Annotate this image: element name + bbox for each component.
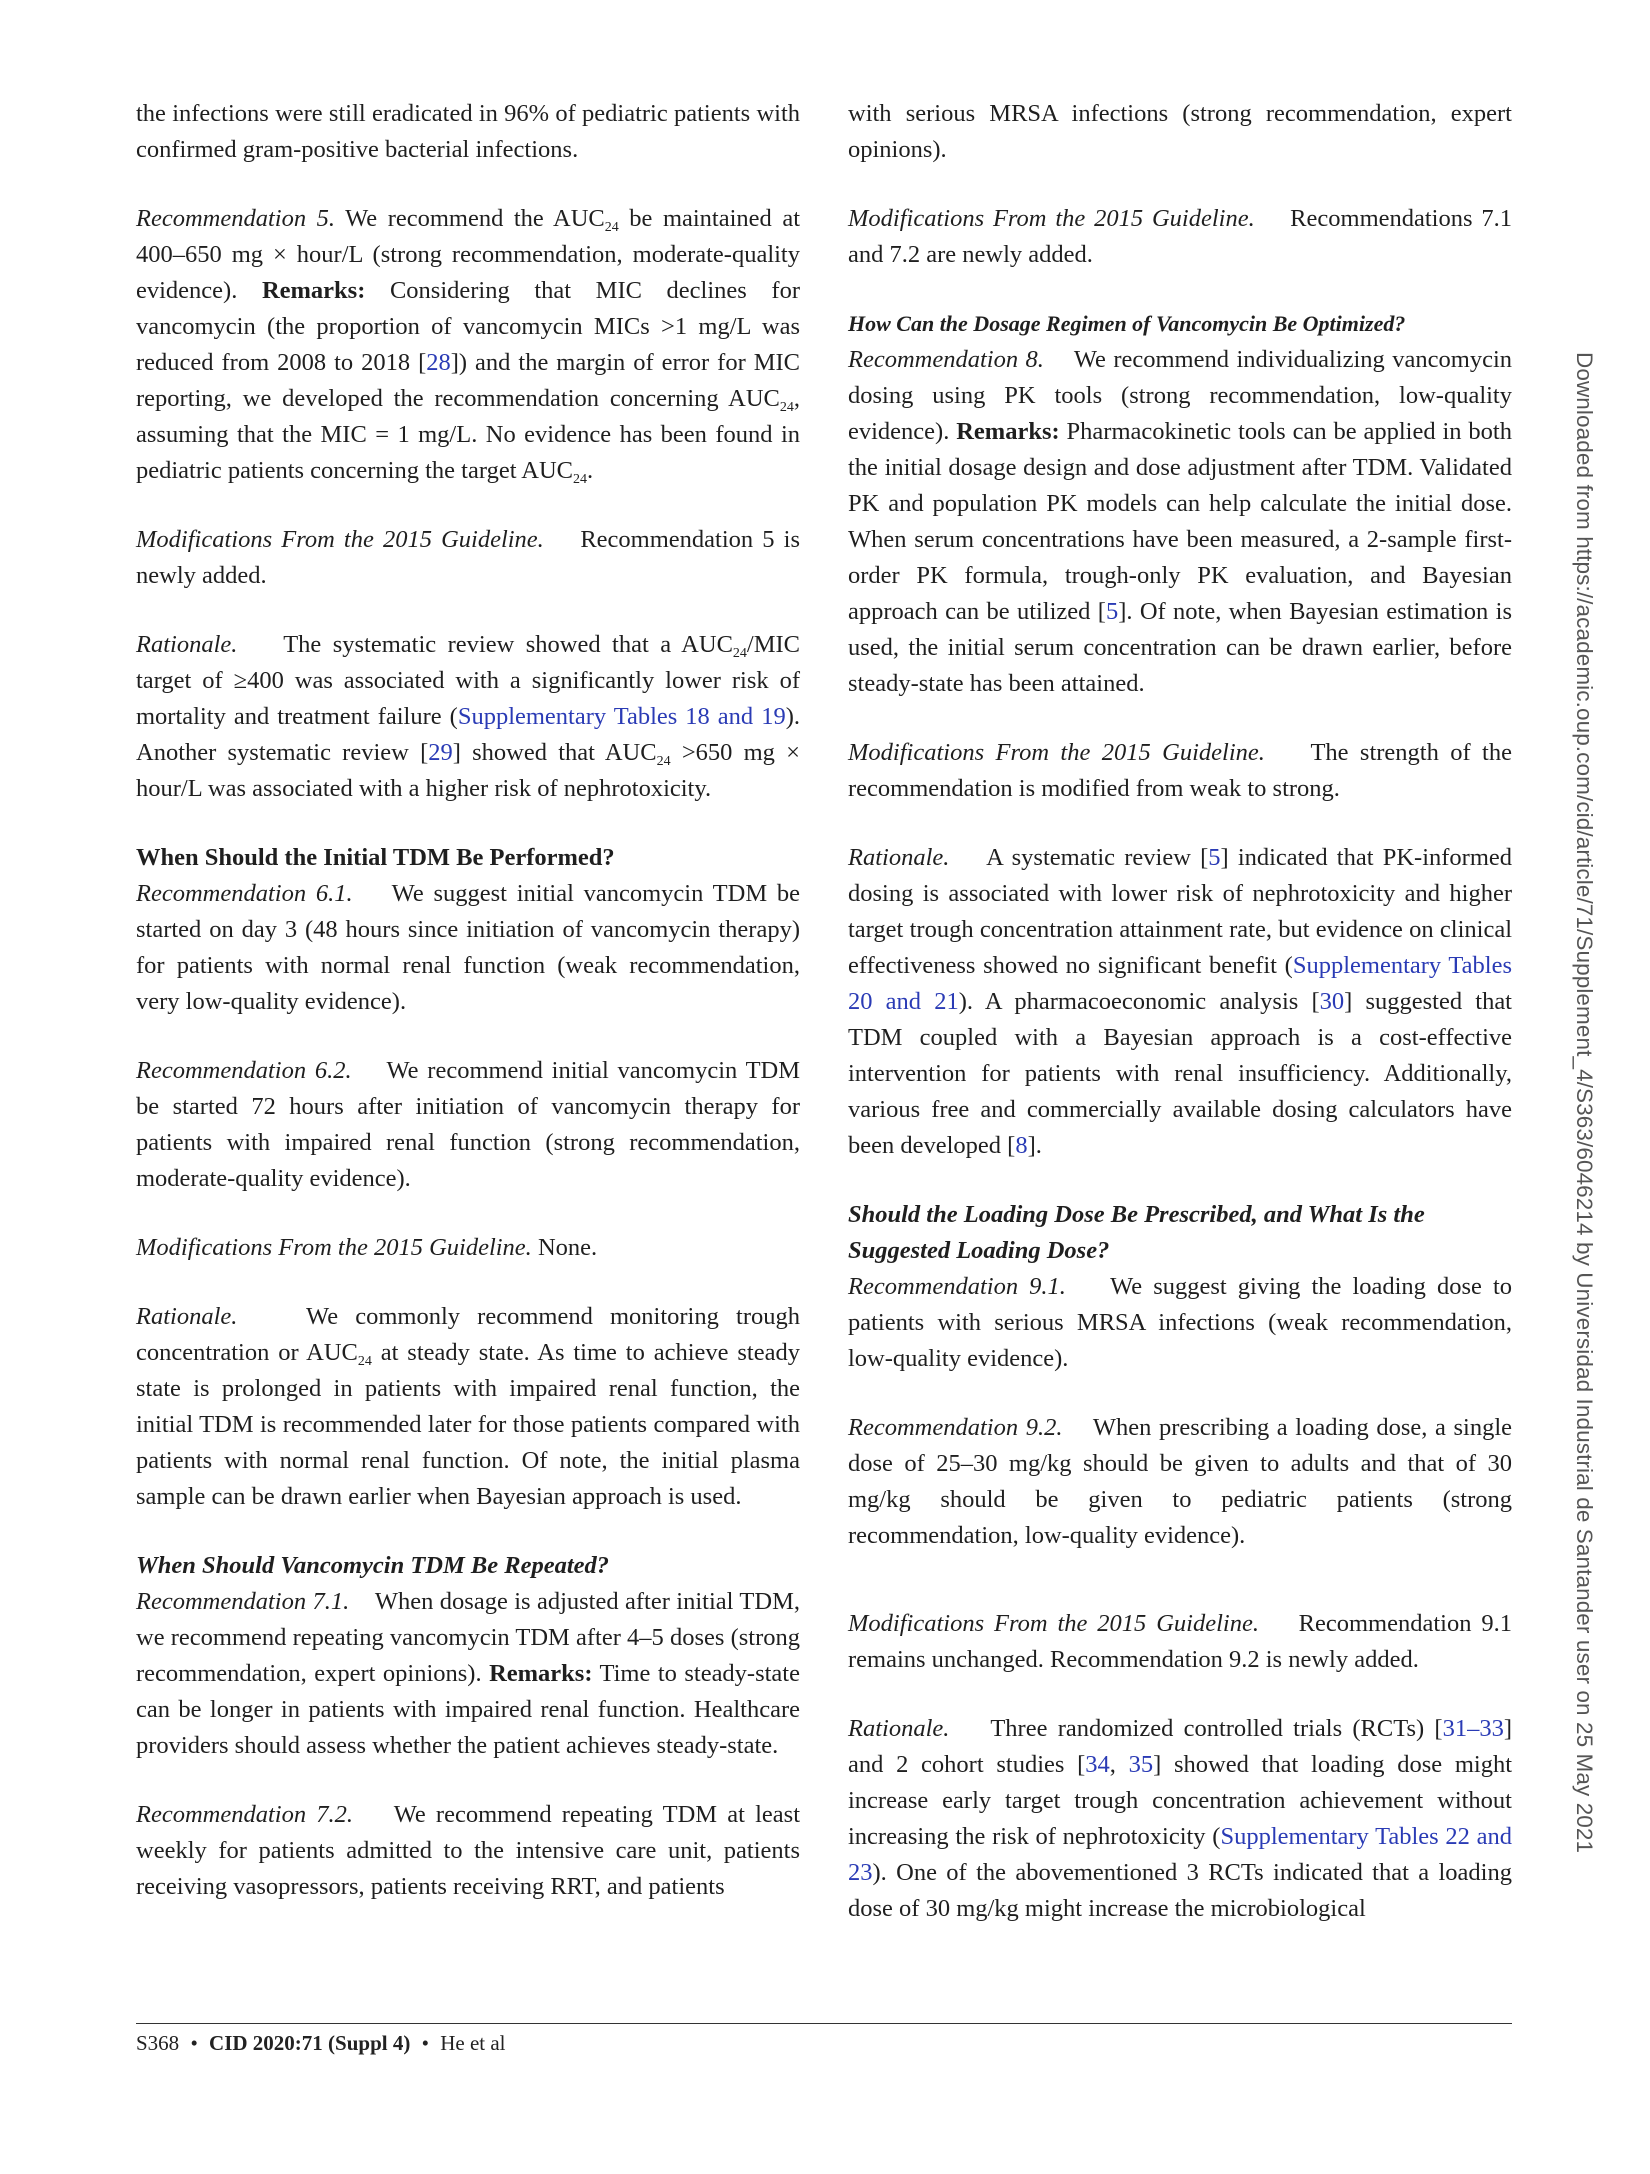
reference-link[interactable]: 28	[426, 349, 451, 376]
modifications-9: Modifications From the 2015 Guideline. Recommendation 9.1 remains unchanged. Recommendation 9.2 is newly added.	[848, 1610, 1512, 1673]
reference-link[interactable]: 30	[1319, 988, 1345, 1015]
remarks-label: Remarks:	[261, 277, 366, 304]
supplementary-link[interactable]: Supplementary Tables 18 and 19	[457, 703, 786, 730]
modifications-8: Modifications From the 2015 Guideline. The strength of the recommendation is modified from weak to strong.	[848, 739, 1512, 802]
supplementary-link[interactable]: Supplementary Tables 22 and 23	[848, 1823, 1512, 1886]
rationale-8: Rationale. A systematic review [5] indicated that PK-informed dosing is associated with lower risk of nephrotoxicity and higher target trough concentration attainment rate, but evidence on clinical effectiveness showed no significant benefit (Supplementary Tables 20 and 21). A pharmacoeconomic analysis [30] suggested that TDM coupled with a Bayesian approach is a cost-effective intervention for patients with renal insufficiency. Additionally, various free and commercially available dosing calculators have been developed [8].	[848, 844, 1512, 1159]
right-column	[848, 96, 1512, 1960]
reference-link[interactable]: 31–33	[1442, 1715, 1504, 1742]
download-notice: Downloaded from https://academic.oup.com/cid/article/71/Supplement_4/S363/6046214 by Universidad Industrial de Santander user on 25 May 2021	[1572, 352, 1597, 1854]
journal-citation: CID 2020:71 (Suppl 4)	[209, 2031, 411, 2055]
rationale-5: Rationale. The systematic review showed that a $AUC_{24}$/MIC target of ≥400 was associated with a significantly lower risk of mortality and treatment failure (Supplementary Tables 18 and 19). Another systematic review [29] showed that $AUC_{24} >650$ mg × hour/L was associated with a higher risk of nephrotoxicity.	[136, 631, 801, 802]
page-footer	[136, 2031, 506, 2056]
modifications-6: Modifications From the 2015 Guideline. None.	[136, 1234, 598, 1261]
section-heading: When Should the Initial TDM Be Performed?	[136, 844, 615, 871]
reference-link[interactable]: 29	[428, 739, 453, 766]
rationale-6: Rationale. We commonly recommend monitoring trough concentration or $AUC_{24}$ at steady state. As time to achieve steady state is prolonged in patients with impaired renal function, the initial TDM is recommended later for those patients compared with patients with normal renal function. Of note, the initial plasma sample can be drawn earlier when Bayesian approach is used.	[136, 1303, 800, 1510]
recommendation-9-2: Recommendation 9.2. When prescribing a loading dose, a single dose of 25–30 mg/kg should be given to adults and that of 30 mg/kg should be given to pediatric patients (strong recommendation, low-quality evidence).	[848, 1414, 1513, 1549]
recommendation-8: Recommendation 8. We recommend individualizing vancomycin dosing using PK tools (strong recommendation, low-quality evidence). Remarks: Pharmacokinetic tools can be applied in both the initial dosage design and dose adjustment after TDM. Validated PK and population PK models can help calculate the initial dose. When serum concentrations have been measured, a 2-sample first-order PK formula, trough-only PK evaluation, and Bayesian approach can be utilized [5]. Of note, when Bayesian estimation is used, the initial serum concentration can be drawn earlier, before steady-state has been attained.	[848, 346, 1512, 697]
reference-link[interactable]: 35	[1128, 1751, 1154, 1778]
recommendation-5: Recommendation 5. We recommend the $AUC_{24}$ be maintained at 400–650 mg × hour/L (strong recommendation, moderate-quality evidence). Remarks: Considering that MIC declines for vancomycin (the proportion of vancomycin MICs >1 mg/L was reduced from 2008 to 2018 [28]) and the margin of error for MIC reporting, we developed the recommendation concerning $AUC_{24}$, assuming that the MIC = 1 mg/L. No evidence has been found in pediatric patients concerning the target $AUC_{24}$.	[136, 205, 801, 487]
section-heading: How Can the Dosage Regimen of Vancomycin Be Optimized?	[848, 311, 1406, 336]
reference-link[interactable]: 34	[1085, 1751, 1110, 1778]
bullet-separator: •	[190, 2031, 198, 2055]
modifications-5: Modifications From the 2015 Guideline. Recommendation 5 is newly added.	[136, 526, 800, 589]
recommendation-7-2: Recommendation 7.2. We recommend repeating TDM at least weekly for patients admitted to the intensive care unit, patients receiving vasopressors, patients receiving RRT, and patients	[136, 1801, 800, 1900]
reference-link[interactable]: 5	[1105, 598, 1119, 625]
paragraph-continuation: the infections were still eradicated in 96% of pediatric patients with confirmed gram-positive bacterial infections.	[136, 100, 800, 163]
recommendation-9-1: Recommendation 9.1. We suggest giving the loading dose to patients with serious MRSA infections (weak recommendation, low-quality evidence).	[848, 1273, 1513, 1372]
bullet-separator: •	[421, 2031, 429, 2055]
paragraph-continuation: with serious MRSA infections (strong recommendation, expert opinions).	[848, 100, 1512, 163]
recommendation-6-2: Recommendation 6.2. We recommend initial vancomycin TDM be started 72 hours after initiation of vancomycin therapy for patients with impaired renal function (strong recommendation, moderate-quality evidence).	[136, 1057, 801, 1192]
reference-link[interactable]: 5	[1208, 844, 1221, 871]
section-heading: When Should Vancomycin TDM Be Repeated?	[136, 1552, 610, 1579]
modifications-7: Modifications From the 2015 Guideline. Recommendations 7.1 and 7.2 are newly added.	[848, 205, 1513, 268]
left-column	[136, 96, 800, 1938]
reference-link[interactable]: 8	[1015, 1132, 1028, 1159]
page-number: S368	[136, 2031, 180, 2055]
recommendation-label: Recommendation 5.	[136, 205, 336, 232]
recommendation-7-1: Recommendation 7.1. When dosage is adjusted after initial TDM, we recommend repeating vancomycin TDM after 4–5 doses (strong recommendation, expert opinions). Remarks: Time to steady-state can be longer in patients with impaired renal function. Healthcare providers should assess whether the patient achieves steady-state.	[136, 1588, 800, 1759]
rationale-9: Rationale. Three randomized controlled trials (RCTs) [31–33] and 2 cohort studies [34, 35] showed that loading dose might increase early target trough concentration achievement without increasing the risk of nephrotoxicity (Supplementary Tables 22 and 23). One of the abovementioned 3 RCTs indicated that a loading dose of 30 mg/kg might increase the microbiological	[848, 1715, 1512, 1922]
supplementary-link[interactable]: Supplementary Tables 20 and 21	[848, 952, 1512, 1015]
section-heading: Should the Loading Dose Be Prescribed, and What Is the Suggested Loading Dose?	[848, 1201, 1425, 1264]
recommendation-6-1: Recommendation 6.1. We suggest initial vancomycin TDM be started on day 3 (48 hours since initiation of vancomycin therapy) for patients with normal renal function (weak recommendation, very low-quality evidence).	[136, 880, 801, 1015]
footer-rule	[136, 2023, 1512, 2024]
authors: He et al	[440, 2031, 506, 2055]
